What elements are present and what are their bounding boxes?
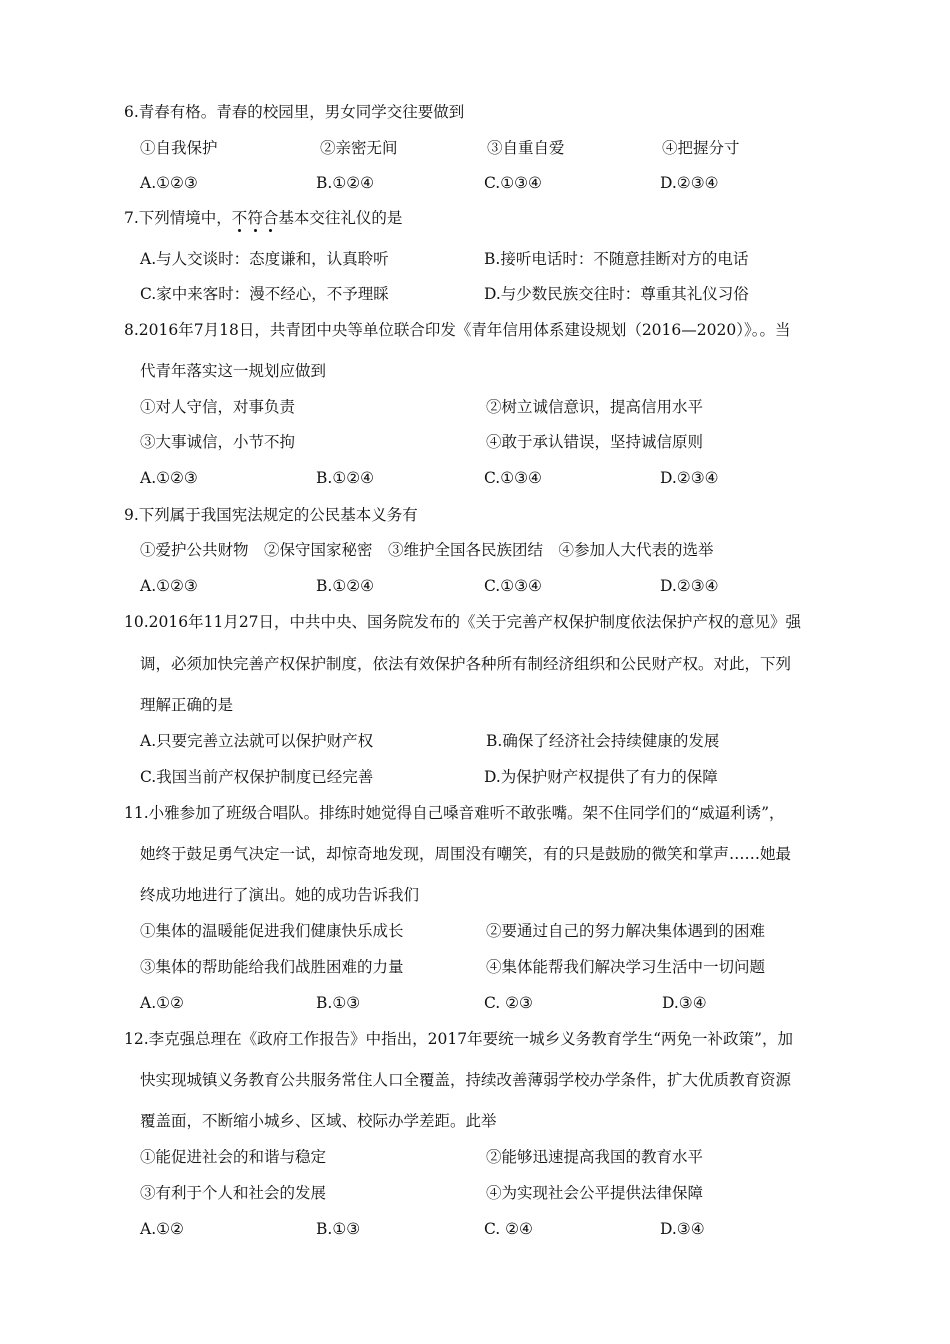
- q6-item-3: ③自重自爱: [487, 139, 565, 157]
- q11-choice-a: A.①②: [140, 994, 184, 1012]
- q8-item-2: ②树立诚信意识，提高信用水平: [486, 398, 704, 416]
- q6-choice-c: C.①③④: [484, 174, 542, 192]
- q9-items: ①爱护公共财物 ②保守国家秘密 ③维护全国各民族团结 ④参加人大代表的选举: [140, 541, 714, 559]
- q9-choice-a: A.①②③: [140, 577, 198, 595]
- q7-stem-suffix: 基本交往礼仪的是: [278, 209, 403, 227]
- q8-choice-a: A.①②③: [140, 469, 198, 487]
- q10-choice-d: D.为保护财产权提供了有力的保障: [484, 768, 718, 786]
- q9-stem: 9.下列属于我国宪法规定的公民基本义务有: [124, 506, 418, 524]
- q10-stem-line-2: 调，必须加快完善产权保护制度，依法有效保护各种所有制经济组织和公民财产权。对此，下列: [140, 655, 792, 673]
- q8-stem-line-2: 代青年落实这一规划应做到: [140, 362, 327, 380]
- q12-item-4: ④为实现社会公平提供法律保障: [486, 1184, 704, 1202]
- q12-item-2: ②能够迅速提高我国的教育水平: [486, 1148, 704, 1166]
- q10-choice-c: C.我国当前产权保护制度已经完善: [140, 768, 374, 786]
- q12-stem-line-1: 12.李克强总理在《政府工作报告》中指出，2017年要统一城乡义务教育学生“两免一补政策”，加: [124, 1030, 793, 1048]
- q11-stem-line-2: 她终于鼓足勇气决定一试，却惊奇地发现，周围没有嘲笑，有的只是鼓励的微笑和掌声……她最: [140, 845, 792, 863]
- q7-choice-d: D.与少数民族交往时：尊重其礼仪习俗: [484, 285, 749, 303]
- q12-choice-d: D.③④: [660, 1220, 705, 1238]
- q7-emphasis-char-1: 不: [231, 209, 248, 227]
- q11-item-2: ②要通过自己的努力解决集体遇到的困难: [486, 922, 766, 940]
- q11-choice-b: B.①③: [316, 994, 361, 1012]
- q12-choice-a: A.①②: [140, 1220, 184, 1238]
- q6-stem: 6.青春有格。青春的校园里，男女同学交往要做到: [124, 103, 465, 121]
- q7-stem: [124, 208, 402, 228]
- q11-stem-line-3: 终成功地进行了演出。她的成功告诉我们: [140, 886, 420, 904]
- q7-emphasis-char-2: 符: [247, 209, 263, 227]
- q12-stem-line-3: 覆盖面，不断缩小城乡、区域、校际办学差距。此举: [140, 1112, 497, 1130]
- q11-item-3: ③集体的帮助能给我们战胜困难的力量: [140, 958, 404, 976]
- q6-choice-a: A.①②③: [140, 174, 198, 192]
- q8-stem-line-1: 8.2016年7月18日，共青团中央等单位联合印发《青年信用体系建设规划（2016—2020）》。。当: [124, 321, 791, 339]
- q8-choice-d: D.②③④: [660, 469, 719, 487]
- q6-choice-b: B.①②④: [316, 174, 375, 192]
- q10-choice-b: B.确保了经济社会持续健康的发展: [486, 732, 720, 750]
- q6-choice-d: D.②③④: [660, 174, 719, 192]
- q11-choice-c: C. ②③: [484, 994, 533, 1012]
- q10-stem-line-1: 10.2016年11月27日，中共中央、国务院发布的《关于完善产权保护制度依法保护产权的意见》强: [124, 613, 802, 631]
- q7-emphasis-char-3: 合: [262, 209, 279, 227]
- q7-choice-a: A.与人交谈时：态度谦和，认真聆听: [140, 250, 389, 268]
- q11-item-1: ①集体的温暖能促进我们健康快乐成长: [140, 922, 404, 940]
- q9-choice-d: D.②③④: [660, 577, 719, 595]
- q8-item-4: ④敢于承认错误，坚持诚信原则: [486, 433, 704, 451]
- q8-choice-c: C.①③④: [484, 469, 542, 487]
- q8-choice-b: B.①②④: [316, 469, 375, 487]
- q11-choice-d: D.③④: [662, 994, 707, 1012]
- q12-choice-c: C. ②④: [484, 1220, 533, 1238]
- q10-stem-line-3: 理解正确的是: [140, 696, 234, 714]
- q12-choice-b: B.①③: [316, 1220, 361, 1238]
- q6-item-4: ④把握分寸: [662, 139, 740, 157]
- q12-item-3: ③有利于个人和社会的发展: [140, 1184, 327, 1202]
- q9-choice-b: B.①②④: [316, 577, 375, 595]
- q11-stem-line-1: 11.小雅参加了班级合唱队。排练时她觉得自己嗓音难听不敢张嘴。架不住同学们的“威逼利诱”，: [124, 804, 785, 822]
- q7-choice-c: C.家中来客时：漫不经心，不予理睬: [140, 285, 389, 303]
- q8-item-3: ③大事诚信，小节不拘: [140, 433, 296, 451]
- q6-item-2: ②亲密无间: [320, 139, 398, 157]
- q11-item-4: ④集体能帮我们解决学习生活中一切问题: [486, 958, 766, 976]
- q6-item-1: ①自我保护: [140, 139, 218, 157]
- q10-choice-a: A.只要完善立法就可以保护财产权: [140, 732, 374, 750]
- q12-item-1: ①能促进社会的和谐与稳定: [140, 1148, 327, 1166]
- q7-choice-b: B.接听电话时：不随意挂断对方的电话: [484, 250, 749, 268]
- q9-choice-c: C.①③④: [484, 577, 542, 595]
- q8-item-1: ①对人守信，对事负责: [140, 398, 296, 416]
- q7-stem-prefix: 7.下列情境中，: [124, 209, 232, 227]
- q12-stem-line-2: 快实现城镇义务教育公共服务常住人口全覆盖，持续改善薄弱学校办学条件，扩大优质教育资源: [140, 1071, 792, 1089]
